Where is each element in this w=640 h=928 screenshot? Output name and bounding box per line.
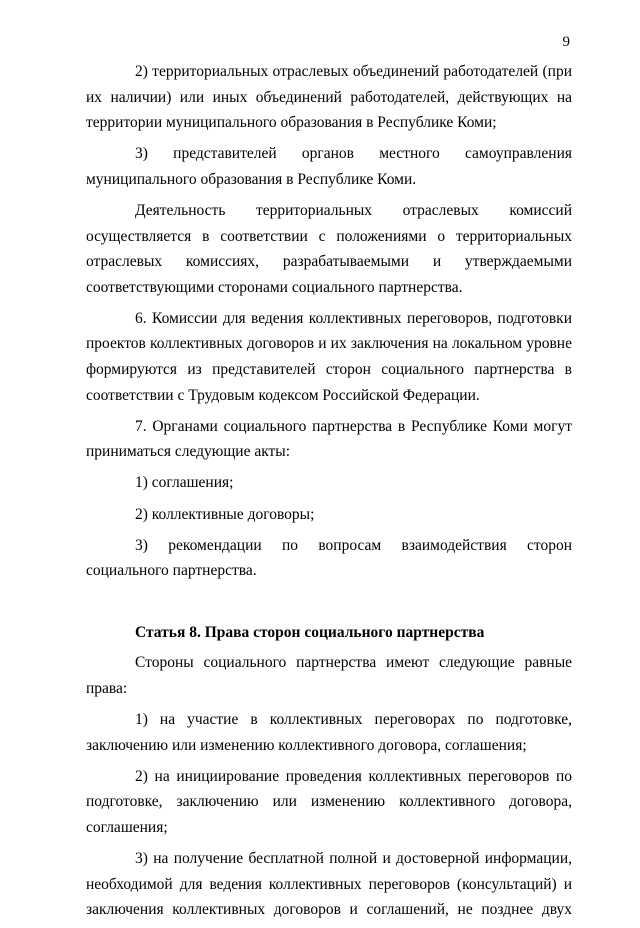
document-body: [86, 59, 572, 928]
article-heading: Статья 8. Права сторон социального партнерства: [135, 623, 485, 641]
list-item-right-participation: 1) на участие в коллективных переговорах по подготовке, заключению или изменению коллективного договора, соглашения;: [86, 711, 572, 754]
paragraph-employers-associations: 2) территориальных отраслевых объединений работодателей (при их наличии) или иных объединений работодателей, действующих на территории муниципального образования в Республике Коми;: [86, 63, 572, 132]
list-item-right-initiation: 2) на инициирование проведения коллективных переговоров по подготовке, заключению или изменению коллективного договора, соглашения;: [86, 767, 572, 836]
list-item-agreements: 1) соглашения;: [135, 474, 234, 492]
list-item-collective-contracts: 2) коллективные договоры;: [135, 505, 315, 523]
paragraph-item-6: 6. Комиссии для ведения коллективных переговоров, подготовки проектов коллективных договоров и их заключения на локальном уровне формируются из представителей сторон социального партнерства в соответствии с Трудовым кодексом Российской Федерации.: [86, 309, 572, 404]
paragraph-item-7: 7. Органами социального партнерства в Республике Коми могут приниматься следующие акты:: [86, 417, 572, 461]
list-item-recommendations: 3) рекомендации по вопросам взаимодействия сторон социального партнерства.: [86, 536, 572, 580]
paragraph-local-government: 3) представителей органов местного самоуправления муниципального образования в Республике Коми.: [86, 145, 572, 188]
page-number: 9: [562, 34, 570, 50]
paragraph-commission-activity: Деятельность территориальных отраслевых комиссий осуществляется в соответствии с положениями о территориальных отраслевых комиссиях, разрабатываемыми и утверждаемыми соответствующими сторонами социального партнерства.: [86, 201, 572, 296]
paragraph-equal-rights: Стороны социального партнерства имеют следующие равные права:: [86, 654, 572, 697]
list-item-right-information: 3) на получение бесплатной полной и достоверной информации, необходимой для ведения коллективных переговоров (консультаций) и заключения коллективных договоров и соглашений, не позднее двух: [86, 850, 572, 919]
